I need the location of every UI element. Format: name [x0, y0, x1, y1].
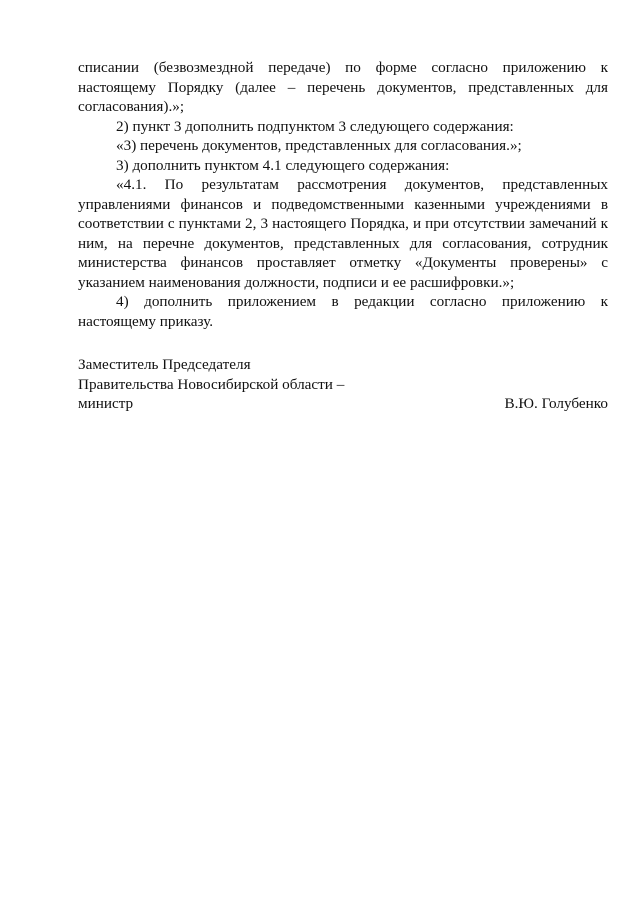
- paragraph-continuation: списании (безвозмездной передаче) по форме согласно приложению к настоящему Порядку (далее – перечень документов, представленных для согласования).»;: [78, 59, 608, 115]
- signature-position-line-2: Правительства Новосибирской области –: [78, 375, 345, 393]
- paragraph-subitem-3: «3) перечень документов, представленных для согласования.»;: [116, 137, 522, 154]
- document-body: [78, 58, 608, 331]
- paragraph-item-2: 2) пункт 3 дополнить подпунктом 3 следующего содержания:: [116, 117, 514, 135]
- signature-position-line-3: министр: [78, 395, 134, 412]
- signatory-name: В.Ю. Голубенко: [504, 395, 608, 412]
- paragraph-item-3: 3) дополнить пунктом 4.1 следующего содержания:: [116, 156, 450, 174]
- signature-position-line-1: Заместитель Председателя: [78, 356, 251, 373]
- paragraph-item-4: 4) дополнить приложением в редакции согласно приложению к настоящему приказу.: [78, 293, 608, 330]
- paragraph-point-4-1: «4.1. По результатам рассмотрения документов, представленных управлениями финансов и подведомственными казенными учреждениями в соответствии с пунктами 2, 3 настоящего Порядка, и при отсутствии замечаний к ним, на перечне документов, представленных для согласования, сотрудник министерства финансов проставляет отметку «Документы проверены» с указанием наименования должности, подписи и ее расшифровки.»;: [78, 176, 608, 291]
- signature-block: [78, 355, 608, 414]
- signature-last-line: [78, 394, 608, 414]
